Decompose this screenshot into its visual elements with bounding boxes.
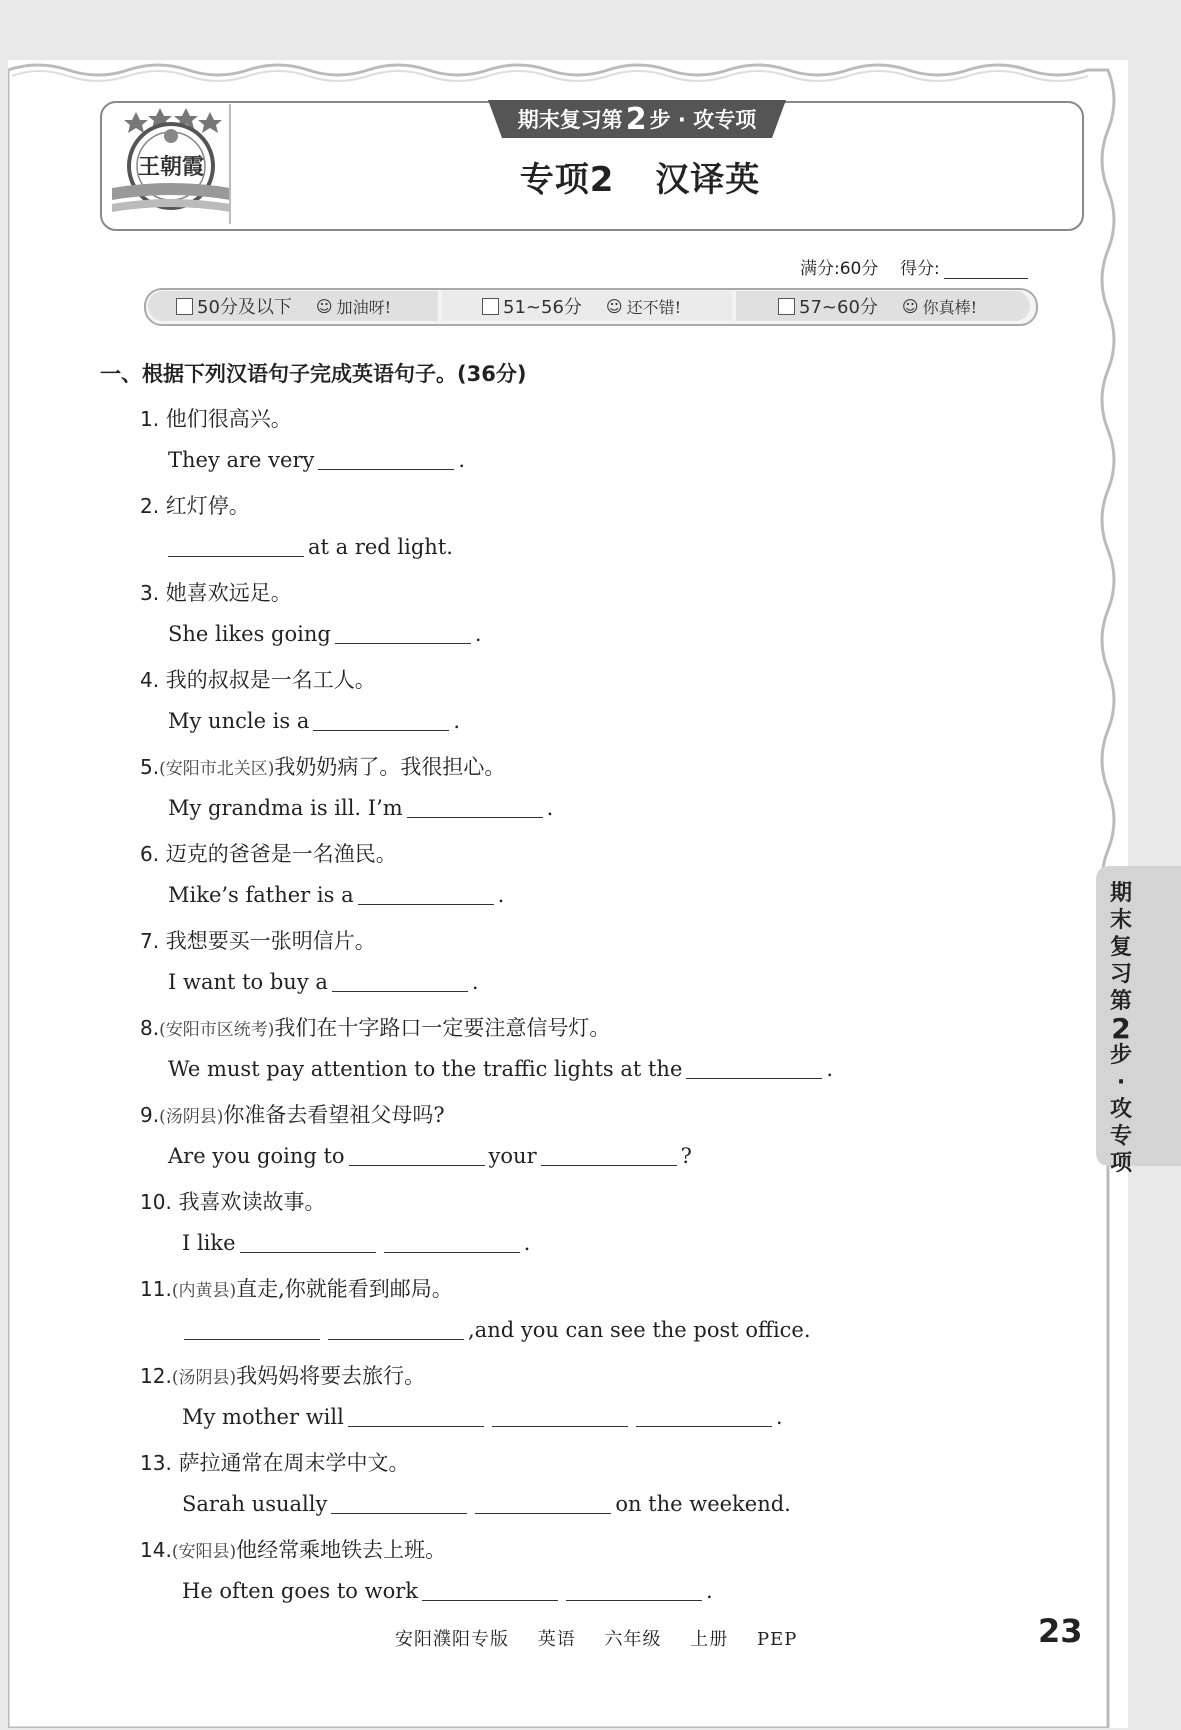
smiley-icon: ☺: [605, 296, 623, 316]
answer-14: [182, 1579, 713, 1603]
grade-option-1[interactable]: [176, 291, 391, 321]
answer-prefix: My mother will: [182, 1405, 344, 1429]
footer-grade: 六年级: [604, 1629, 662, 1650]
answer-12: [182, 1405, 783, 1429]
grade-option-2[interactable]: [482, 291, 681, 321]
question-chinese: 我的叔叔是一名工人。: [165, 668, 376, 692]
answer-11: [180, 1318, 811, 1342]
question-chinese: 萨拉通常在周末学中文。: [178, 1451, 410, 1475]
answer-blank[interactable]: [422, 1580, 558, 1601]
answer-blank[interactable]: [318, 449, 454, 470]
answer-blank[interactable]: [541, 1145, 677, 1166]
answer-7: [168, 970, 479, 994]
question-number: 1.: [140, 407, 160, 431]
page-title: [480, 152, 800, 201]
question-8: [140, 1012, 610, 1042]
answer-5: [168, 796, 553, 820]
question-10: [140, 1186, 326, 1216]
side-tab-number: 2: [1111, 1012, 1131, 1045]
question-number: 14.: [140, 1538, 172, 1562]
answer-blank[interactable]: [240, 1232, 376, 1253]
step-suffix: 步 · 攻专项: [649, 108, 757, 132]
answer-10: [182, 1231, 530, 1255]
answer-1: [168, 448, 465, 472]
smiley-icon: ☺: [315, 296, 333, 316]
grade-cheer: 你真棒!: [922, 297, 978, 317]
answer-middle: your: [488, 1144, 537, 1168]
got-score-label: 得分:: [899, 259, 940, 279]
side-tab-suffix: 步·攻专项: [1109, 1043, 1132, 1176]
question-12: [140, 1360, 425, 1390]
answer-prefix: He often goes to work: [182, 1579, 419, 1603]
question-13: [140, 1447, 410, 1477]
answer-suffix: at a red light.: [308, 535, 453, 559]
answer-3: [168, 622, 482, 646]
footer-edition: PEP: [756, 1629, 798, 1650]
answer-blank[interactable]: [313, 710, 449, 731]
grade-range: 50分及以下: [197, 297, 292, 318]
question-chinese: 红灯停。: [165, 494, 250, 518]
checkbox[interactable]: [482, 298, 499, 315]
answer-prefix: We must pay attention to the traffic lights at the: [168, 1057, 683, 1081]
question-chinese: 迈克的爸爸是一名渔民。: [165, 842, 397, 866]
checkbox[interactable]: [778, 298, 795, 315]
answer-blank[interactable]: [335, 623, 471, 644]
answer-prefix: I like: [182, 1231, 236, 1255]
question-number: 3.: [140, 581, 160, 605]
score-blank[interactable]: [944, 260, 1028, 279]
question-chinese: 他们很高兴。: [165, 407, 292, 431]
answer-blank[interactable]: [384, 1232, 520, 1253]
question-number: 11.: [140, 1277, 172, 1301]
question-5: [140, 751, 505, 781]
answer-prefix: She likes going: [168, 622, 331, 646]
answer-blank[interactable]: [168, 536, 304, 557]
question-number: 5.: [140, 755, 160, 779]
smiley-icon: ☺: [901, 296, 919, 316]
answer-prefix: My grandma is ill. I’m: [168, 796, 403, 820]
answer-4: [168, 709, 460, 733]
question-number: 8.: [140, 1016, 160, 1040]
question-chinese: 我奶奶病了。我很担心。: [274, 755, 506, 779]
answer-blank[interactable]: [348, 1406, 484, 1427]
answer-suffix: .: [706, 1579, 713, 1603]
answer-9: [168, 1144, 692, 1168]
answer-prefix: Sarah usually: [182, 1492, 328, 1516]
question-source: (汤阴县): [171, 1368, 237, 1388]
question-chinese: 我妈妈将要去旅行。: [236, 1364, 426, 1388]
question-chinese: 我想要买一张明信片。: [165, 929, 376, 953]
answer-blank[interactable]: [636, 1406, 772, 1427]
logo-divider: [229, 104, 231, 224]
footer-region: 安阳濮阳专版: [395, 1629, 509, 1650]
checkbox[interactable]: [176, 298, 193, 315]
answer-blank[interactable]: [332, 971, 468, 992]
section-title: 一、根据下列汉语句子完成英语句子。(36分): [100, 362, 527, 386]
question-14: [140, 1534, 446, 1564]
question-number: 13.: [140, 1451, 172, 1475]
side-tab-prefix: 期末复习第: [1109, 881, 1132, 1014]
answer-suffix: .: [458, 448, 466, 472]
answer-blank[interactable]: [566, 1580, 702, 1601]
grade-cheer: 加油呀!: [336, 297, 392, 317]
title-topic-name: 汉译英: [655, 160, 761, 200]
question-chinese: 你准备去看望祖父母吗?: [223, 1103, 445, 1127]
answer-suffix: .: [471, 970, 479, 994]
step-number: 2: [625, 101, 647, 137]
answer-blank[interactable]: [686, 1058, 822, 1079]
answer-suffix: .: [826, 1057, 834, 1081]
question-11: [140, 1273, 453, 1303]
answer-prefix: Are you going to: [168, 1144, 345, 1168]
question-source: (内黄县): [171, 1281, 237, 1301]
question-source: (汤阴县): [159, 1107, 224, 1127]
answer-blank[interactable]: [358, 884, 494, 905]
answer-blank[interactable]: [407, 797, 543, 818]
answer-8: [168, 1057, 833, 1081]
question-6: [140, 838, 397, 868]
question-chinese: 我喜欢读故事。: [178, 1190, 326, 1214]
full-score-label: 满分:60分: [800, 259, 879, 279]
svg-text:王朝霞: 王朝霞: [137, 154, 205, 180]
answer-prefix: My uncle is a: [168, 709, 310, 733]
answer-prefix: I want to buy a: [168, 970, 328, 994]
question-1: [140, 403, 292, 433]
footer-subject: 英语: [537, 1629, 576, 1650]
question-9: [140, 1099, 445, 1129]
answer-suffix: .: [453, 709, 461, 733]
question-number: 10.: [140, 1190, 172, 1214]
question-number: 2.: [140, 494, 160, 518]
question-source: (安阳县): [171, 1542, 237, 1562]
answer-blank[interactable]: [492, 1406, 628, 1427]
page-number: 23: [1038, 1612, 1083, 1650]
question-3: [140, 577, 292, 607]
answer-suffix: on the weekend.: [615, 1492, 791, 1516]
footer-volume: 上册: [690, 1629, 729, 1650]
question-number: 9.: [140, 1103, 160, 1127]
question-number: 4.: [140, 668, 160, 692]
answer-blank[interactable]: [475, 1493, 611, 1514]
question-number: 12.: [140, 1364, 172, 1388]
question-chinese: 她喜欢远足。: [165, 581, 292, 605]
question-4: [140, 664, 376, 694]
answer-13: [182, 1492, 791, 1516]
answer-suffix: ,and you can see the post office.: [468, 1318, 811, 1342]
grade-option-3[interactable]: [778, 291, 977, 321]
step-prefix: 期末复习第: [517, 108, 623, 132]
question-chinese: 我们在十字路口一定要注意信号灯。: [274, 1016, 611, 1040]
question-chinese: 直走,你就能看到邮局。: [236, 1277, 453, 1301]
answer-prefix: They are very: [168, 448, 315, 472]
answer-suffix: .: [523, 1231, 531, 1255]
grade-range: 57~60分: [799, 297, 878, 318]
answer-suffix: .: [497, 883, 505, 907]
answer-suffix: .: [546, 796, 554, 820]
answer-2: [164, 535, 453, 559]
question-number: 7.: [140, 929, 160, 953]
answer-suffix: .: [775, 1405, 783, 1429]
answer-blank[interactable]: [328, 1319, 464, 1340]
question-chinese: 他经常乘地铁去上班。: [236, 1538, 447, 1562]
question-number: 6.: [140, 842, 160, 866]
answer-suffix: .: [474, 622, 482, 646]
answer-6: [168, 883, 504, 907]
question-source: (安阳市区统考): [159, 1020, 275, 1040]
question-7: [140, 925, 376, 955]
answer-blank[interactable]: [349, 1145, 485, 1166]
question-source: (安阳市北关区): [159, 759, 275, 779]
grade-cheer: 还不错!: [626, 297, 682, 317]
side-tab-text: [1108, 880, 1134, 1177]
grade-range: 51~56分: [503, 297, 582, 318]
wangzhaoxia-logo: [112, 108, 230, 218]
question-2: [140, 490, 250, 520]
answer-prefix: Mike’s father is a: [168, 883, 354, 907]
answer-blank[interactable]: [184, 1319, 320, 1340]
answer-suffix: ?: [680, 1144, 692, 1168]
step-banner-text: [488, 100, 786, 138]
footer: [395, 1625, 819, 1651]
title-topic-number: 专项2: [519, 160, 615, 200]
score-line: [800, 254, 1032, 279]
answer-blank[interactable]: [331, 1493, 467, 1514]
